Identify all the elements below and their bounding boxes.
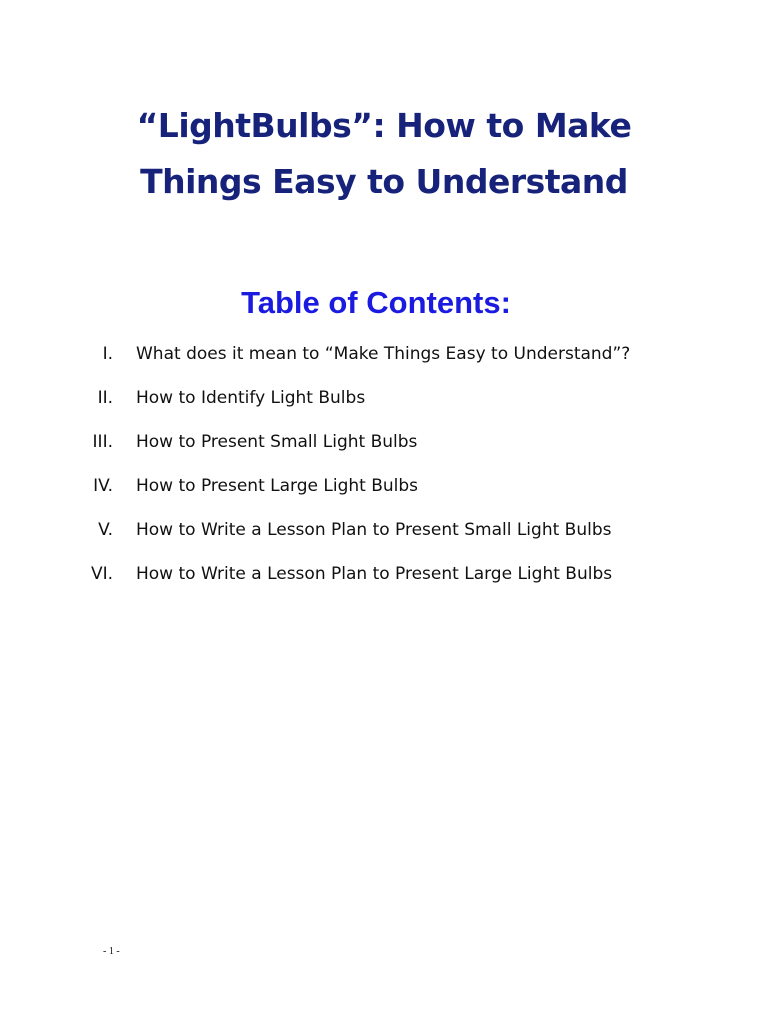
toc-numeral: IV.: [93, 476, 113, 496]
toc-entry-text: How to Present Large Light Bulbs: [136, 476, 419, 496]
document-title-line-1: “LightBulbs”: How to Make: [136, 106, 632, 145]
toc-item-1: [0, 338, 768, 382]
toc-heading: Table of Contents:: [241, 285, 511, 320]
toc-item-6: [0, 558, 768, 602]
toc-numeral: V.: [98, 520, 113, 540]
toc-item-4: [0, 470, 768, 514]
document-title: [0, 98, 768, 210]
toc-entry-text: What does it mean to “Make Things Easy to Understand”?: [136, 344, 631, 364]
toc-entry-text: How to Write a Lesson Plan to Present Small Light Bulbs: [136, 520, 612, 540]
document-title-line-2: Things Easy to Understand: [140, 162, 628, 201]
toc-entry-text: How to Identify Light Bulbs: [136, 388, 366, 408]
table-of-contents: [0, 338, 768, 602]
toc-entry-text: How to Present Small Light Bulbs: [136, 432, 418, 452]
toc-item-3: [0, 426, 768, 470]
toc-entry-text: How to Write a Lesson Plan to Present Large Light Bulbs: [136, 564, 613, 584]
page-number: - 1 -: [103, 946, 120, 957]
toc-item-2: [0, 382, 768, 426]
toc-numeral: II.: [97, 388, 113, 408]
toc-numeral: III.: [92, 432, 113, 452]
toc-item-5: [0, 514, 768, 558]
toc-numeral: I.: [102, 344, 113, 364]
toc-numeral: VI.: [90, 564, 113, 584]
